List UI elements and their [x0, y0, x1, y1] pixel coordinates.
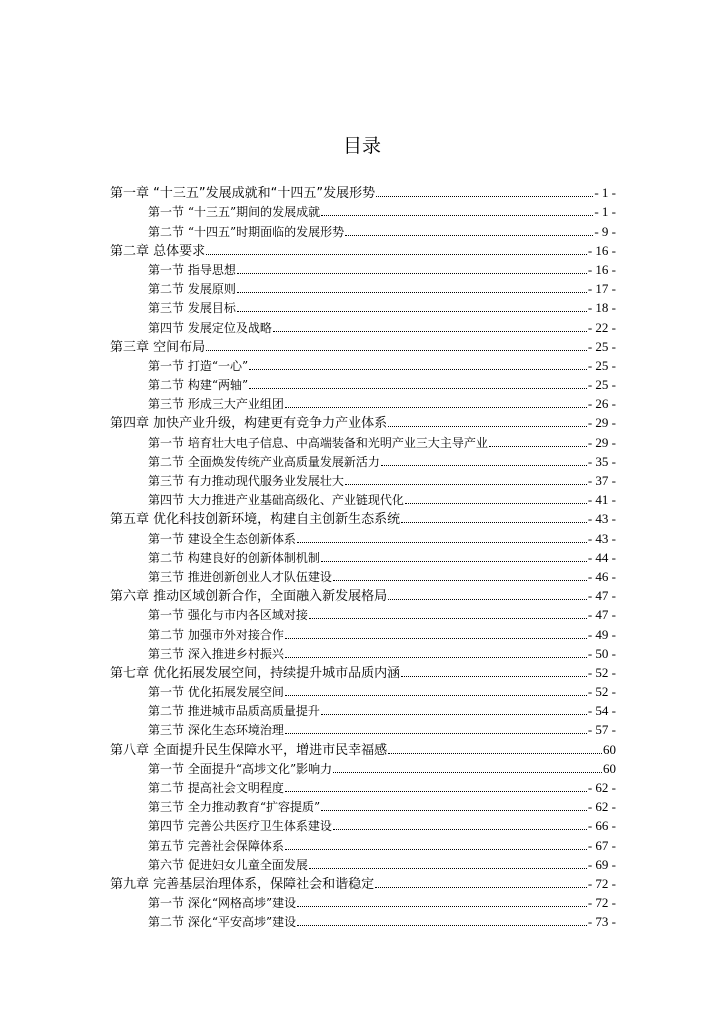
toc-entry-page-number: - 62 - [587, 799, 616, 815]
toc-section-entry[interactable] [110, 911, 616, 930]
toc-entry-label: 第五章 优化科技创新环境，构建自主创新生态系统 [110, 512, 401, 528]
toc-section-entry[interactable] [110, 719, 616, 738]
toc-entry-page-number: - 52 - [587, 684, 616, 700]
toc-entry-page-number: - 49 - [587, 626, 616, 642]
toc-section-entry[interactable] [110, 259, 616, 278]
toc-section-entry[interactable] [110, 470, 616, 489]
toc-entry-page-number: - 22 - [587, 319, 616, 335]
toc-entry-page-number: - 25 - [587, 357, 616, 373]
toc-chapter-entry[interactable] [110, 182, 616, 201]
toc-entry-page-number: - 66 - [587, 818, 616, 834]
toc-section-entry[interactable] [110, 700, 616, 719]
toc-entry-page-number: - 37 - [587, 473, 616, 488]
toc-entry-page-number: - 72 - [587, 875, 616, 891]
toc-entry-page-number: - 52 - [587, 664, 616, 680]
toc-title: 目录 [342, 135, 381, 157]
toc-entry-label: 第一节 全面提升“高埗文化”影响力 [148, 761, 333, 776]
toc-section-entry[interactable] [110, 892, 616, 911]
toc-section-entry[interactable] [110, 374, 616, 393]
toc-section-entry[interactable] [110, 623, 616, 642]
toc-section-entry[interactable] [110, 834, 616, 853]
toc-entry-page-number: - 17 - [587, 281, 616, 297]
dot-leader [489, 446, 587, 447]
dot-leader [309, 868, 587, 869]
toc-section-entry[interactable] [110, 220, 616, 239]
toc-chapter-entry[interactable] [110, 873, 616, 892]
toc-entry-label: 第三节 深入推进乡村振兴 [148, 646, 284, 661]
dot-leader [206, 350, 587, 351]
dot-leader [297, 906, 587, 907]
toc-entry-label: 第六章 推动区域创新合作，全面融入新发展格局 [110, 589, 388, 605]
dot-leader [297, 542, 587, 543]
toc-chapter-entry[interactable] [110, 585, 616, 604]
dot-leader [333, 580, 587, 581]
toc-entry-page-number: - 72 - [587, 895, 616, 911]
dot-leader [285, 733, 587, 734]
dot-leader [285, 407, 587, 408]
toc-section-entry[interactable] [110, 278, 616, 297]
toc-entry-label: 第四节 完善公共医疗卫生体系建设 [148, 819, 332, 834]
toc-entry-label: 第五节 完善社会保障体系 [148, 838, 284, 853]
toc-entry-page-number: - 35 - [587, 453, 616, 469]
toc-entry-label: 第一节 指导思想 [148, 262, 236, 277]
toc-entry-label: 第七章 优化拓展发展空间，持续提升城市品质内涵 [110, 665, 401, 681]
toc-section-entry[interactable] [110, 854, 616, 873]
toc-section-entry[interactable] [110, 777, 616, 796]
toc-entry-label: 第六节 促进妇女儿童全面发展 [148, 857, 308, 872]
toc-section-entry[interactable] [110, 681, 616, 700]
dot-leader [333, 772, 602, 773]
toc-entry-label: 第二节 全面焕发传统产业高质量发展新活力 [148, 454, 380, 469]
toc-entry-label: 第一节 培育壮大电子信息、中高端装备和光明产业三大主导产业 [148, 435, 488, 450]
toc-section-entry[interactable] [110, 547, 616, 566]
toc-entry-page-number: - 18 - [587, 300, 616, 316]
toc-entry-label: 第一章 “十三五”发展成就和“十四五”发展形势 [110, 186, 376, 202]
toc-entry-label: 第一节 打造“一心” [148, 358, 249, 373]
dot-leader [285, 849, 587, 850]
dot-leader [333, 829, 587, 830]
toc-section-entry[interactable] [110, 451, 616, 470]
toc-entry-page-number: - 47 - [587, 588, 616, 604]
toc-entry-page-number: - 73 - [587, 914, 616, 930]
toc-entry-page-number: - 62 - [587, 780, 616, 795]
toc-entry-page-number: - 26 - [587, 396, 616, 412]
dot-leader [237, 311, 587, 312]
toc-entry-page-number: - 16 - [587, 261, 616, 277]
toc-entry-page-number: - 46 - [587, 568, 616, 584]
toc-entry-label: 第一节 建设全生态创新体系 [148, 531, 296, 546]
dot-leader [388, 599, 587, 600]
toc-section-entry[interactable] [110, 393, 616, 412]
toc-entry-page-number: - 1 - [594, 204, 616, 220]
toc-section-entry[interactable] [110, 489, 616, 508]
toc-chapter-entry[interactable] [110, 240, 616, 259]
toc-section-entry[interactable] [110, 201, 616, 220]
dot-leader [285, 791, 587, 792]
toc-section-entry[interactable] [110, 297, 616, 316]
toc-entry-label: 第二节 加强市外对接合作 [148, 627, 284, 642]
toc-entry-page-number: - 44 - [587, 549, 616, 565]
toc-chapter-entry[interactable] [110, 336, 616, 355]
toc-entry-page-number: - 43 - [587, 530, 616, 546]
toc-entry-label: 第二节 深化“平安高埗”建设 [148, 915, 297, 930]
toc-entry-page-number: - 43 - [587, 511, 616, 527]
dot-leader [401, 676, 587, 677]
dot-leader [249, 388, 587, 389]
dot-leader [345, 235, 593, 236]
toc-section-entry[interactable] [110, 758, 616, 777]
dot-leader [401, 522, 587, 523]
toc-entry-page-number: - 67 - [587, 837, 616, 853]
toc-section-entry[interactable] [110, 566, 616, 585]
toc-entry-label: 第一节 “十三五”期间的发展成就 [148, 205, 321, 220]
toc-chapter-entry[interactable] [110, 662, 616, 681]
dot-leader [297, 925, 587, 926]
dot-leader [237, 273, 587, 274]
toc-entry-label: 第二节 提高社会文明程度 [148, 781, 284, 795]
dot-leader [388, 426, 587, 427]
toc-entry-label: 第一节 深化“网格高埗”建设 [148, 896, 297, 911]
toc-entry-page-number: - 57 - [587, 722, 616, 738]
dot-leader [388, 753, 602, 754]
toc-entry-page-number: - 16 - [587, 242, 616, 258]
toc-entry-page-number: - 69 - [587, 856, 616, 872]
dot-leader [237, 292, 587, 293]
toc-entry-label: 第二节 “十四五”时期面临的发展形势 [148, 224, 345, 239]
toc-entry-page-number: - 54 - [587, 703, 616, 719]
toc-section-entry[interactable] [110, 815, 616, 834]
toc-entry-label: 第三节 深化生态环境治理 [148, 723, 284, 738]
toc-entry-label: 第一节 优化拓展发展空间 [148, 685, 284, 700]
dot-leader [249, 369, 587, 370]
dot-leader [273, 331, 587, 332]
dot-leader [321, 561, 587, 562]
toc-entry-page-number: - 50 - [587, 645, 616, 661]
toc-entry-label: 第四章 加快产业升级，构建更有竞争力产业体系 [110, 416, 388, 432]
toc-entry-page-number: - 41 - [587, 492, 616, 508]
toc-entry-label: 第一节 强化与市内各区域对接 [148, 608, 308, 623]
toc-entry-page-number: - 25 - [587, 338, 616, 354]
toc-entry-label: 第九章 完善基层治理体系，保障社会和谐稳定 [110, 876, 375, 892]
dot-leader [285, 657, 587, 658]
toc-chapter-entry[interactable] [110, 508, 616, 527]
toc-section-entry[interactable] [110, 604, 616, 623]
dot-leader [345, 484, 587, 485]
toc-entry-label: 第二节 构建“两轴” [148, 378, 249, 393]
dot-leader [321, 215, 593, 216]
toc-entry-label: 第三章 空间布局 [110, 339, 206, 355]
toc-entry-label: 第二节 推进城市品质高质量提升 [148, 704, 320, 719]
dot-leader [375, 887, 587, 888]
toc-section-entry[interactable] [110, 431, 616, 450]
toc-chapter-entry[interactable] [110, 738, 616, 757]
toc-entry-page-number: - 25 - [587, 377, 616, 393]
dot-leader [376, 196, 593, 197]
toc-section-entry[interactable] [110, 316, 616, 335]
toc-entry-page-number: - 29 - [587, 415, 616, 431]
dot-leader [309, 618, 587, 619]
toc-entry-label: 第二章 总体要求 [110, 243, 206, 259]
toc-entry-page-number: 60 [603, 760, 616, 776]
toc-entry-label: 第四节 发展定位及战略 [148, 320, 272, 335]
dot-leader [285, 695, 587, 696]
toc-entry-page-number: 60 [603, 741, 616, 757]
toc-section-entry[interactable] [110, 355, 616, 374]
dot-leader [405, 503, 587, 504]
toc-entry-label: 第二节 构建良好的创新体制机制 [148, 550, 320, 565]
toc-entry-page-number: - 9 - [594, 223, 616, 239]
toc-entry-label: 第三节 有力推动现代服务业发展壮大 [148, 474, 344, 488]
toc-entry-label: 第三节 全力推动教育“扩容提质” [148, 800, 321, 815]
toc-entry-label: 第四节 大力推进产业基础高级化、产业链现代化 [148, 493, 404, 508]
dot-leader [381, 465, 587, 466]
toc-entry-label: 第三节 推进创新创业人才队伍建设 [148, 569, 332, 584]
toc-section-entry[interactable] [110, 643, 616, 662]
toc-entry-page-number: - 1 - [594, 185, 616, 201]
toc-entry-label: 第二节 发展原则 [148, 282, 236, 297]
dot-leader [206, 254, 587, 255]
toc-entry-label: 第三节 形成三大产业组团 [148, 397, 284, 412]
toc-chapter-entry[interactable] [110, 412, 616, 431]
dot-leader [285, 638, 587, 639]
toc-entry-page-number: - 29 - [587, 434, 616, 450]
toc-entry-label: 第八章 全面提升民生保障水平，增进市民幸福感 [110, 742, 388, 758]
toc-section-entry[interactable] [110, 527, 616, 546]
toc-section-entry[interactable] [110, 796, 616, 815]
dot-leader [321, 714, 587, 715]
table-of-contents [110, 182, 616, 930]
toc-entry-label: 第三节 发展目标 [148, 301, 236, 316]
dot-leader [321, 810, 587, 811]
toc-entry-page-number: - 47 - [587, 607, 616, 623]
